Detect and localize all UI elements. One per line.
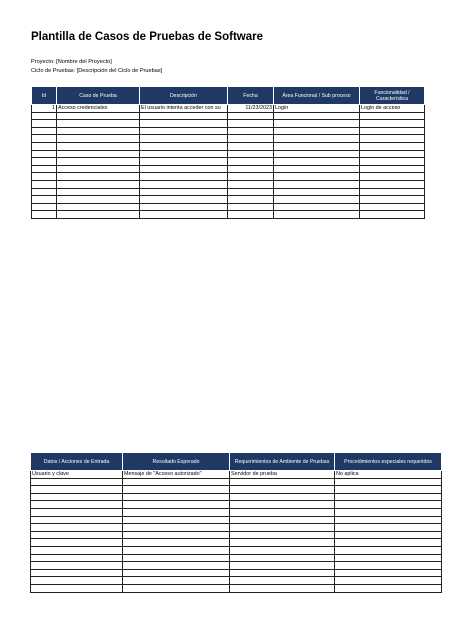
table-cell[interactable]: [57, 196, 140, 204]
table-cell[interactable]: [31, 508, 123, 516]
table-row: [31, 493, 442, 501]
table-cell[interactable]: [123, 493, 230, 501]
table-row: [31, 577, 442, 585]
table-row: [31, 471, 442, 479]
table-cell[interactable]: [32, 180, 57, 188]
table-cell[interactable]: [230, 478, 335, 486]
table-cell[interactable]: [335, 569, 442, 577]
table-cell[interactable]: [31, 554, 123, 562]
table-row: [31, 508, 442, 516]
column-header: Fecha: [228, 87, 274, 105]
table-cell[interactable]: [123, 569, 230, 577]
table-cell[interactable]: [360, 120, 425, 128]
table-cell[interactable]: [274, 196, 360, 204]
table-cell[interactable]: 11/23/2023: [228, 105, 274, 113]
table-cell[interactable]: [274, 142, 360, 150]
table-header-row: [31, 453, 442, 471]
table-cell[interactable]: [274, 211, 360, 219]
table-cell[interactable]: [360, 135, 425, 143]
table-row: [31, 584, 442, 592]
table-row: [31, 554, 442, 562]
table-cell[interactable]: [57, 188, 140, 196]
table-row: [32, 112, 425, 120]
table-cell[interactable]: [228, 196, 274, 204]
table-cell[interactable]: [335, 501, 442, 509]
table-cell[interactable]: [32, 127, 57, 135]
table-cell[interactable]: [228, 112, 274, 120]
table-row: [32, 180, 425, 188]
table-row: [31, 516, 442, 524]
table-cell[interactable]: [230, 577, 335, 585]
table-cell[interactable]: [31, 569, 123, 577]
table-cell[interactable]: [230, 493, 335, 501]
table-cell[interactable]: [360, 127, 425, 135]
table-row: [32, 158, 425, 166]
table-cell[interactable]: [228, 142, 274, 150]
table-cell[interactable]: [335, 524, 442, 532]
table-row: [32, 188, 425, 196]
table-cell[interactable]: [123, 546, 230, 554]
table-cell[interactable]: [57, 165, 140, 173]
column-header: Resultado Esperado: [123, 453, 230, 471]
table-row: [31, 524, 442, 532]
table-cell[interactable]: [335, 562, 442, 570]
table-cell[interactable]: [228, 188, 274, 196]
table-cell[interactable]: [335, 584, 442, 592]
table-cell[interactable]: [31, 516, 123, 524]
table-row: [32, 211, 425, 219]
test-cases-table: [31, 86, 425, 219]
table-cell[interactable]: [31, 546, 123, 554]
table-row: [32, 135, 425, 143]
table-cell[interactable]: [140, 196, 228, 204]
table-cell[interactable]: [31, 539, 123, 547]
table-cell[interactable]: [360, 165, 425, 173]
table-cell[interactable]: [230, 546, 335, 554]
table-cell[interactable]: [32, 120, 57, 128]
table-cell[interactable]: [230, 569, 335, 577]
table-row: [32, 203, 425, 211]
table-cell[interactable]: 1: [32, 105, 57, 113]
table-cell[interactable]: [140, 142, 228, 150]
table-cell[interactable]: [123, 486, 230, 494]
table-cell[interactable]: [360, 150, 425, 158]
table-cell[interactable]: [32, 150, 57, 158]
table-cell[interactable]: [32, 165, 57, 173]
table-cell[interactable]: Login: [274, 105, 360, 113]
table-cell[interactable]: [32, 203, 57, 211]
column-header: Procedimientos especiales requeridos: [335, 453, 442, 471]
table-cell[interactable]: [274, 158, 360, 166]
column-header: Requerimientos de Ambiente de Pruebas: [230, 453, 335, 471]
table-cell[interactable]: [335, 486, 442, 494]
table-cell[interactable]: [274, 188, 360, 196]
table-cell[interactable]: [360, 142, 425, 150]
column-header: Id: [32, 87, 57, 105]
table-cell[interactable]: [335, 478, 442, 486]
table-row: [31, 478, 442, 486]
table-cell[interactable]: [123, 562, 230, 570]
table-row: [32, 120, 425, 128]
test-requirements-table: [30, 452, 442, 593]
table-cell[interactable]: [57, 127, 140, 135]
table-cell[interactable]: [31, 486, 123, 494]
column-header: Funcionalidad / Característica: [360, 87, 425, 105]
table-cell[interactable]: [228, 135, 274, 143]
table-cell[interactable]: [31, 501, 123, 509]
table-row: [32, 173, 425, 181]
table-cell[interactable]: [140, 180, 228, 188]
table-cell[interactable]: [230, 562, 335, 570]
table-cell[interactable]: El usuario intenta acceder con su: [140, 105, 228, 113]
table-cell[interactable]: [335, 546, 442, 554]
table-cell[interactable]: [228, 203, 274, 211]
table-cell[interactable]: [57, 142, 140, 150]
table-cell[interactable]: [123, 478, 230, 486]
table-cell[interactable]: [360, 180, 425, 188]
table-cell[interactable]: Login de acceso: [360, 105, 425, 113]
project-line: Proyecto: [Nombre del Proyecto]: [31, 59, 112, 65]
table-cell[interactable]: [360, 173, 425, 181]
document-title: Plantilla de Casos de Pruebas de Software: [31, 31, 263, 43]
table-cell[interactable]: [32, 196, 57, 204]
table-cell[interactable]: [360, 203, 425, 211]
table-cell[interactable]: [57, 158, 140, 166]
table-row: [32, 165, 425, 173]
table-cell[interactable]: [32, 173, 57, 181]
table-cell[interactable]: [57, 211, 140, 219]
table-cell[interactable]: [123, 577, 230, 585]
table-cell[interactable]: [274, 150, 360, 158]
table-cell[interactable]: [335, 508, 442, 516]
table-cell[interactable]: [31, 584, 123, 592]
table-cell[interactable]: [230, 539, 335, 547]
table-cell[interactable]: [335, 539, 442, 547]
table-cell[interactable]: [230, 531, 335, 539]
table-cell[interactable]: [31, 524, 123, 532]
table-cell[interactable]: [31, 577, 123, 585]
table-row: [32, 127, 425, 135]
table-cell[interactable]: [274, 180, 360, 188]
table-cell[interactable]: [123, 501, 230, 509]
table-cell[interactable]: [32, 142, 57, 150]
table-cell[interactable]: [228, 127, 274, 135]
table-cell[interactable]: [123, 531, 230, 539]
table-cell[interactable]: No aplica: [335, 471, 442, 479]
table-cell[interactable]: [32, 158, 57, 166]
table-row: [31, 531, 442, 539]
table-cell[interactable]: Mensaje de "Acceso autorizado": [123, 471, 230, 479]
table-cell[interactable]: [360, 196, 425, 204]
table-row: [32, 105, 425, 113]
table-row: [31, 569, 442, 577]
table-cell[interactable]: [123, 554, 230, 562]
table-cell[interactable]: [31, 493, 123, 501]
table-cell[interactable]: [274, 173, 360, 181]
table-cell[interactable]: [123, 508, 230, 516]
table-cell[interactable]: [140, 158, 228, 166]
table-cell[interactable]: [123, 539, 230, 547]
table-cell[interactable]: [31, 562, 123, 570]
table-cell[interactable]: Servidor de prueba: [230, 471, 335, 479]
table-row: [32, 150, 425, 158]
table-cell[interactable]: [274, 120, 360, 128]
table-cell[interactable]: [228, 120, 274, 128]
table-cell[interactable]: [228, 158, 274, 166]
table-cell[interactable]: [31, 478, 123, 486]
table-cell[interactable]: [274, 112, 360, 120]
table-cell[interactable]: Acceso credenciales: [57, 105, 140, 113]
table-row: [32, 196, 425, 204]
table-row: [31, 539, 442, 547]
table-cell[interactable]: [230, 486, 335, 494]
table-cell[interactable]: [274, 203, 360, 211]
column-header: Datos / Acciones de Entrada: [31, 453, 123, 471]
table-cell[interactable]: [140, 112, 228, 120]
table-cell[interactable]: [230, 516, 335, 524]
table-cell[interactable]: [123, 584, 230, 592]
table-row: [32, 142, 425, 150]
table-cell[interactable]: [32, 211, 57, 219]
table-row: [31, 486, 442, 494]
table-cell[interactable]: [31, 531, 123, 539]
table-cell[interactable]: [228, 211, 274, 219]
table-row: [31, 562, 442, 570]
table-cell[interactable]: [140, 135, 228, 143]
table-cell[interactable]: [123, 516, 230, 524]
table-cell[interactable]: [230, 501, 335, 509]
table-cell[interactable]: [274, 135, 360, 143]
table-cell[interactable]: [274, 165, 360, 173]
table-cell[interactable]: [32, 112, 57, 120]
table-cell[interactable]: [230, 554, 335, 562]
table-cell[interactable]: [228, 180, 274, 188]
table-row: [31, 501, 442, 509]
table-cell[interactable]: [230, 584, 335, 592]
table-cell[interactable]: [230, 508, 335, 516]
table-cell[interactable]: [140, 120, 228, 128]
table-cell[interactable]: [360, 211, 425, 219]
column-header: Área Funcional / Sub proceso: [274, 87, 360, 105]
table-cell[interactable]: [140, 165, 228, 173]
table-cell[interactable]: [360, 112, 425, 120]
table-cell[interactable]: [32, 188, 57, 196]
table-header-row: [32, 87, 425, 105]
table-cell[interactable]: [32, 135, 57, 143]
column-header: Caso de Prueba: [57, 87, 140, 105]
table-cell[interactable]: [274, 127, 360, 135]
table-cell[interactable]: [335, 554, 442, 562]
table-cell[interactable]: [140, 188, 228, 196]
table-cell[interactable]: [360, 158, 425, 166]
cycle-line: Ciclo de Pruebas: [Descripción del Ciclo de Pruebas]: [31, 68, 163, 74]
table-cell[interactable]: [335, 516, 442, 524]
table-cell[interactable]: [335, 531, 442, 539]
table-cell[interactable]: [57, 135, 140, 143]
table-row: [31, 546, 442, 554]
table-cell[interactable]: [228, 150, 274, 158]
table-cell[interactable]: [57, 150, 140, 158]
table-cell[interactable]: [123, 524, 230, 532]
table-cell[interactable]: [57, 112, 140, 120]
table-cell[interactable]: [140, 127, 228, 135]
table-cell[interactable]: [140, 203, 228, 211]
table-cell[interactable]: [228, 173, 274, 181]
table-cell[interactable]: Usuario y clave: [31, 471, 123, 479]
table-cell[interactable]: [57, 120, 140, 128]
table-cell[interactable]: [228, 165, 274, 173]
table-cell[interactable]: [335, 577, 442, 585]
table-cell[interactable]: [140, 173, 228, 181]
table-cell[interactable]: [335, 493, 442, 501]
column-header: Descripción: [140, 87, 228, 105]
table-cell[interactable]: [360, 188, 425, 196]
table-cell[interactable]: [57, 203, 140, 211]
table-cell[interactable]: [57, 180, 140, 188]
table-cell[interactable]: [140, 211, 228, 219]
table-cell[interactable]: [140, 150, 228, 158]
table-cell[interactable]: [57, 173, 140, 181]
table-cell[interactable]: [230, 524, 335, 532]
